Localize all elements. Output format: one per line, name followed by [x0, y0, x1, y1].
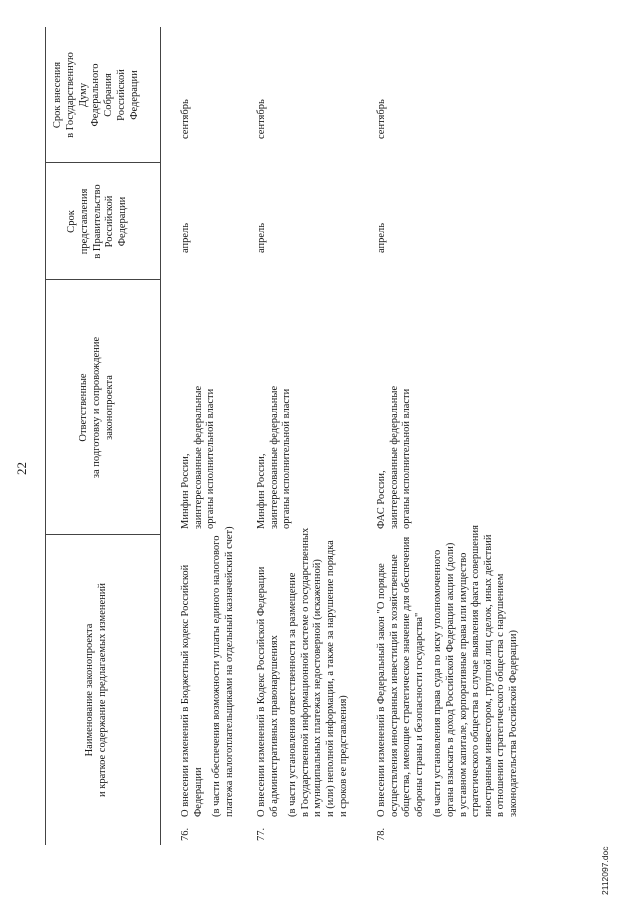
header-text: Российской	[115, 69, 127, 121]
row-detail-line: (в части обеспечения возможности уплаты единого налогового	[211, 535, 223, 817]
header-text: за подготовку и сопровождение	[90, 336, 102, 479]
responsible-line: заинтересованные федеральные	[268, 385, 280, 529]
row-detail-line: стратегического общества в случае выявления факта совершения	[470, 525, 482, 817]
header-text: Российской	[104, 195, 116, 248]
row-number: 78.	[376, 827, 387, 841]
header-text: в Правительство	[91, 184, 103, 259]
row-detail-line: в отношении стратегического общества с нарушением	[495, 573, 507, 817]
header-text: Наименование законопроекта	[84, 623, 95, 757]
header-text: Федерального	[90, 63, 102, 127]
responsible-line: органы исполнительной власти	[281, 388, 293, 529]
row-number: 76.	[180, 827, 191, 841]
row-title-line: О внесении изменений в Кодекс Российской Федерации	[256, 566, 267, 817]
row-title-line: осуществления иностранных инвестиций в хозяйственные	[388, 554, 400, 817]
header-name-column	[84, 535, 110, 845]
government-deadline: апрель	[180, 222, 191, 253]
duma-deadline: сентябрь	[180, 99, 191, 139]
row-responsible	[256, 386, 294, 529]
duma-deadline: сентябрь	[256, 99, 267, 139]
row-detail-line: в Государственной информационной системе о государственных	[299, 527, 311, 817]
page-number: 22	[14, 462, 29, 475]
responsible-line: Минфин России,	[256, 453, 267, 529]
header-text: законопроекта	[103, 375, 115, 440]
header-text: Федерации	[128, 70, 140, 120]
row-detail-line: и сроков ее представления)	[337, 695, 349, 817]
row-detail-line: органа взыскать в доход Российской Федерации акции (доли)	[444, 542, 456, 817]
responsible-line: заинтересованные федеральные	[192, 385, 204, 529]
row-detail-line: в уставном капитале, корпоративные права или имущество	[457, 552, 469, 817]
row-number: 77.	[256, 827, 267, 841]
document-footer: 2112097.doc	[600, 846, 610, 895]
row-detail-line: и муниципальных платежах недостоверной (искаженной)	[312, 559, 324, 817]
table-top-rule	[45, 27, 46, 845]
row-detail-line: законодательства Российской Федерации)	[507, 629, 519, 817]
row-description	[256, 527, 350, 817]
government-deadline: апрель	[256, 222, 267, 253]
responsible-line: органы исполнительной власти	[401, 388, 413, 529]
responsible-line: органы исполнительной власти	[205, 388, 217, 529]
row-description	[180, 526, 236, 817]
row-responsible	[376, 386, 414, 529]
table-header-rule	[160, 27, 161, 845]
header-text: Думу	[77, 82, 89, 108]
header-text: в Государственную	[64, 52, 76, 138]
row-detail-line: (в части установления права суда по иску уполномоченного	[432, 549, 444, 817]
row-description	[376, 525, 521, 817]
row-title-line: обороны страны и безопасности государства"	[413, 612, 425, 817]
header-text: представления	[78, 188, 90, 255]
header-text: Собрания	[103, 73, 115, 117]
row-title-line: об административных правонарушениях	[268, 635, 280, 817]
header-text: Ответственные	[78, 373, 89, 442]
header-duma-deadline-column	[52, 27, 142, 163]
header-text: Федерации	[117, 196, 129, 247]
header-government-deadline-column	[66, 163, 130, 280]
header-text: Срок	[66, 210, 77, 233]
row-detail-line: иностранным инвестором, группой лиц сделок, иных действий	[482, 534, 494, 817]
responsible-line: Минфин России,	[180, 453, 191, 529]
row-title-line: О внесении изменений в Бюджетный кодекс Российской	[180, 564, 191, 817]
row-detail-line: и (или) неполной информации, а также за нарушение порядка	[324, 540, 336, 817]
row-responsible	[180, 386, 218, 529]
duma-deadline: сентябрь	[376, 99, 387, 139]
row-title-line: Федерации	[192, 767, 204, 817]
responsible-line: ФАС России,	[376, 470, 387, 529]
row-title-line: О внесении изменений в Федеральный закон "О порядке	[376, 563, 387, 817]
row-detail-line: платежа налогоплательщиками на отдельный казначейский счет)	[223, 526, 235, 817]
government-deadline: апрель	[376, 222, 387, 253]
row-title-line: общества, имеющие стратегическое значение для обеспечения	[401, 536, 413, 817]
header-responsible-column	[78, 280, 116, 535]
responsible-line: заинтересованные федеральные	[388, 385, 400, 529]
row-detail-line: (в части установления ответственности за размещение	[287, 572, 299, 817]
header-text: и краткое содержание предлагаемых изменений	[96, 583, 108, 797]
header-text: Срок внесения	[52, 61, 63, 129]
